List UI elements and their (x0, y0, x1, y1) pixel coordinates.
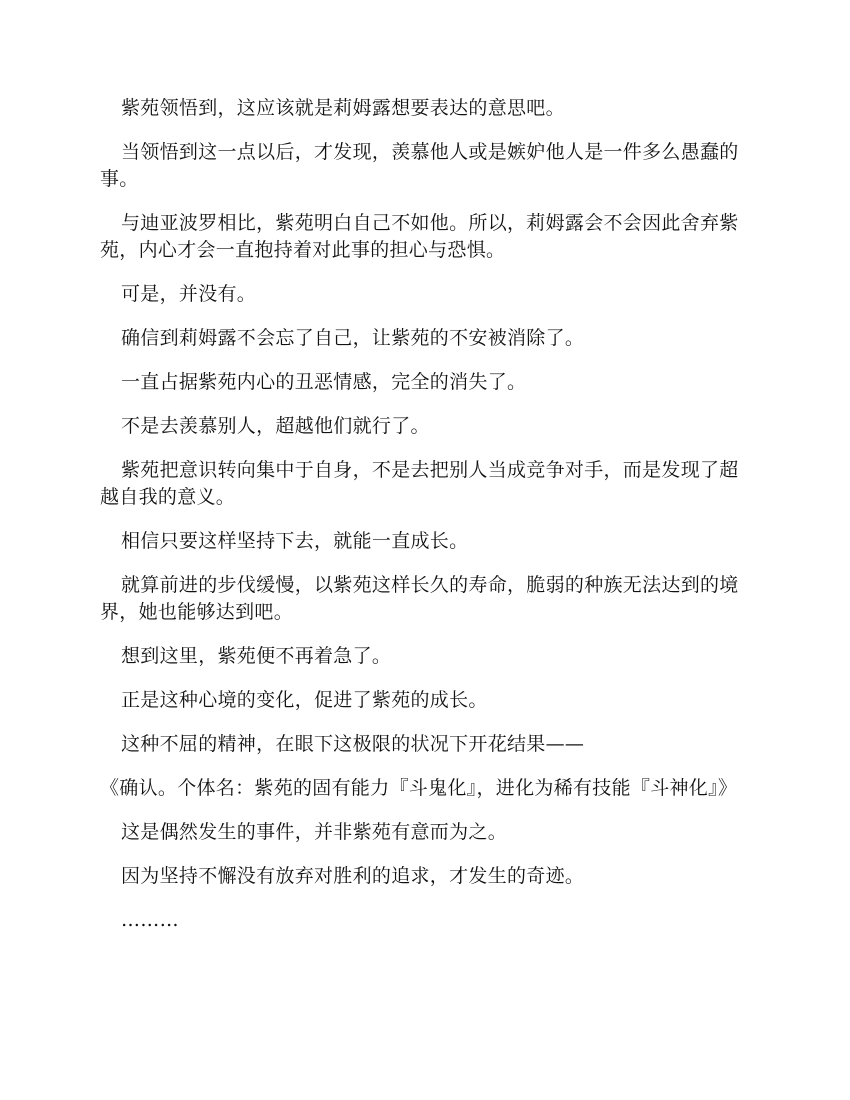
paragraph: 当领悟到这一点以后，才发现，羡慕他人或是嫉妒他人是一件多么愚蠢的事。 (100, 141, 739, 190)
paragraph: 不是去羡慕别人，超越他们就行了。 (121, 415, 430, 437)
paragraph: 紫苑把意识转向集中于自身，不是去把别人当成竞争对手，而是发现了超越自我的意义。 (100, 459, 739, 508)
ellipsis-paragraph: ……… (121, 909, 179, 931)
paragraph: 就算前进的步伐缓慢，以紫苑这样长久的寿命，脆弱的种族无法达到的境界，她也能够达到吧。 (100, 574, 739, 623)
system-message: 《确认。个体名：紫苑的固有能力『斗鬼化』，进化为稀有技能『斗神化』》 (100, 777, 738, 799)
paragraph: 这种不屈的精神，在眼下这极限的状况下开花结果—— (121, 733, 585, 755)
paragraph: 因为坚持不懈没有放弃对胜利的追求，才发生的奇迹。 (121, 865, 585, 887)
paragraph: 确信到莉姆露不会忘了自己，让紫苑的不安被消除了。 (121, 327, 585, 349)
paragraph: 紫苑领悟到，这应该就是莉姆露想要表达的意思吧。 (121, 97, 565, 119)
paragraph: 可是，并没有。 (121, 283, 257, 305)
paragraph: 想到这里，紫苑便不再着急了。 (121, 645, 392, 667)
body-text (100, 95, 752, 951)
paragraph: 相信只要这样坚持下去，就能一直成长。 (121, 530, 469, 552)
paragraph: 这是偶然发生的事件，并非紫苑有意而为之。 (121, 821, 508, 843)
paragraph: 一直占据紫苑内心的丑恶情感，完全的消失了。 (121, 371, 527, 393)
paragraph: 正是这种心境的变化，促进了紫苑的成长。 (121, 689, 488, 711)
paragraph: 与迪亚波罗相比，紫苑明白自己不如他。所以，莉姆露会不会因此舍弃紫苑，内心才会一直抱持着对此事的担心与恐惧。 (100, 212, 739, 261)
